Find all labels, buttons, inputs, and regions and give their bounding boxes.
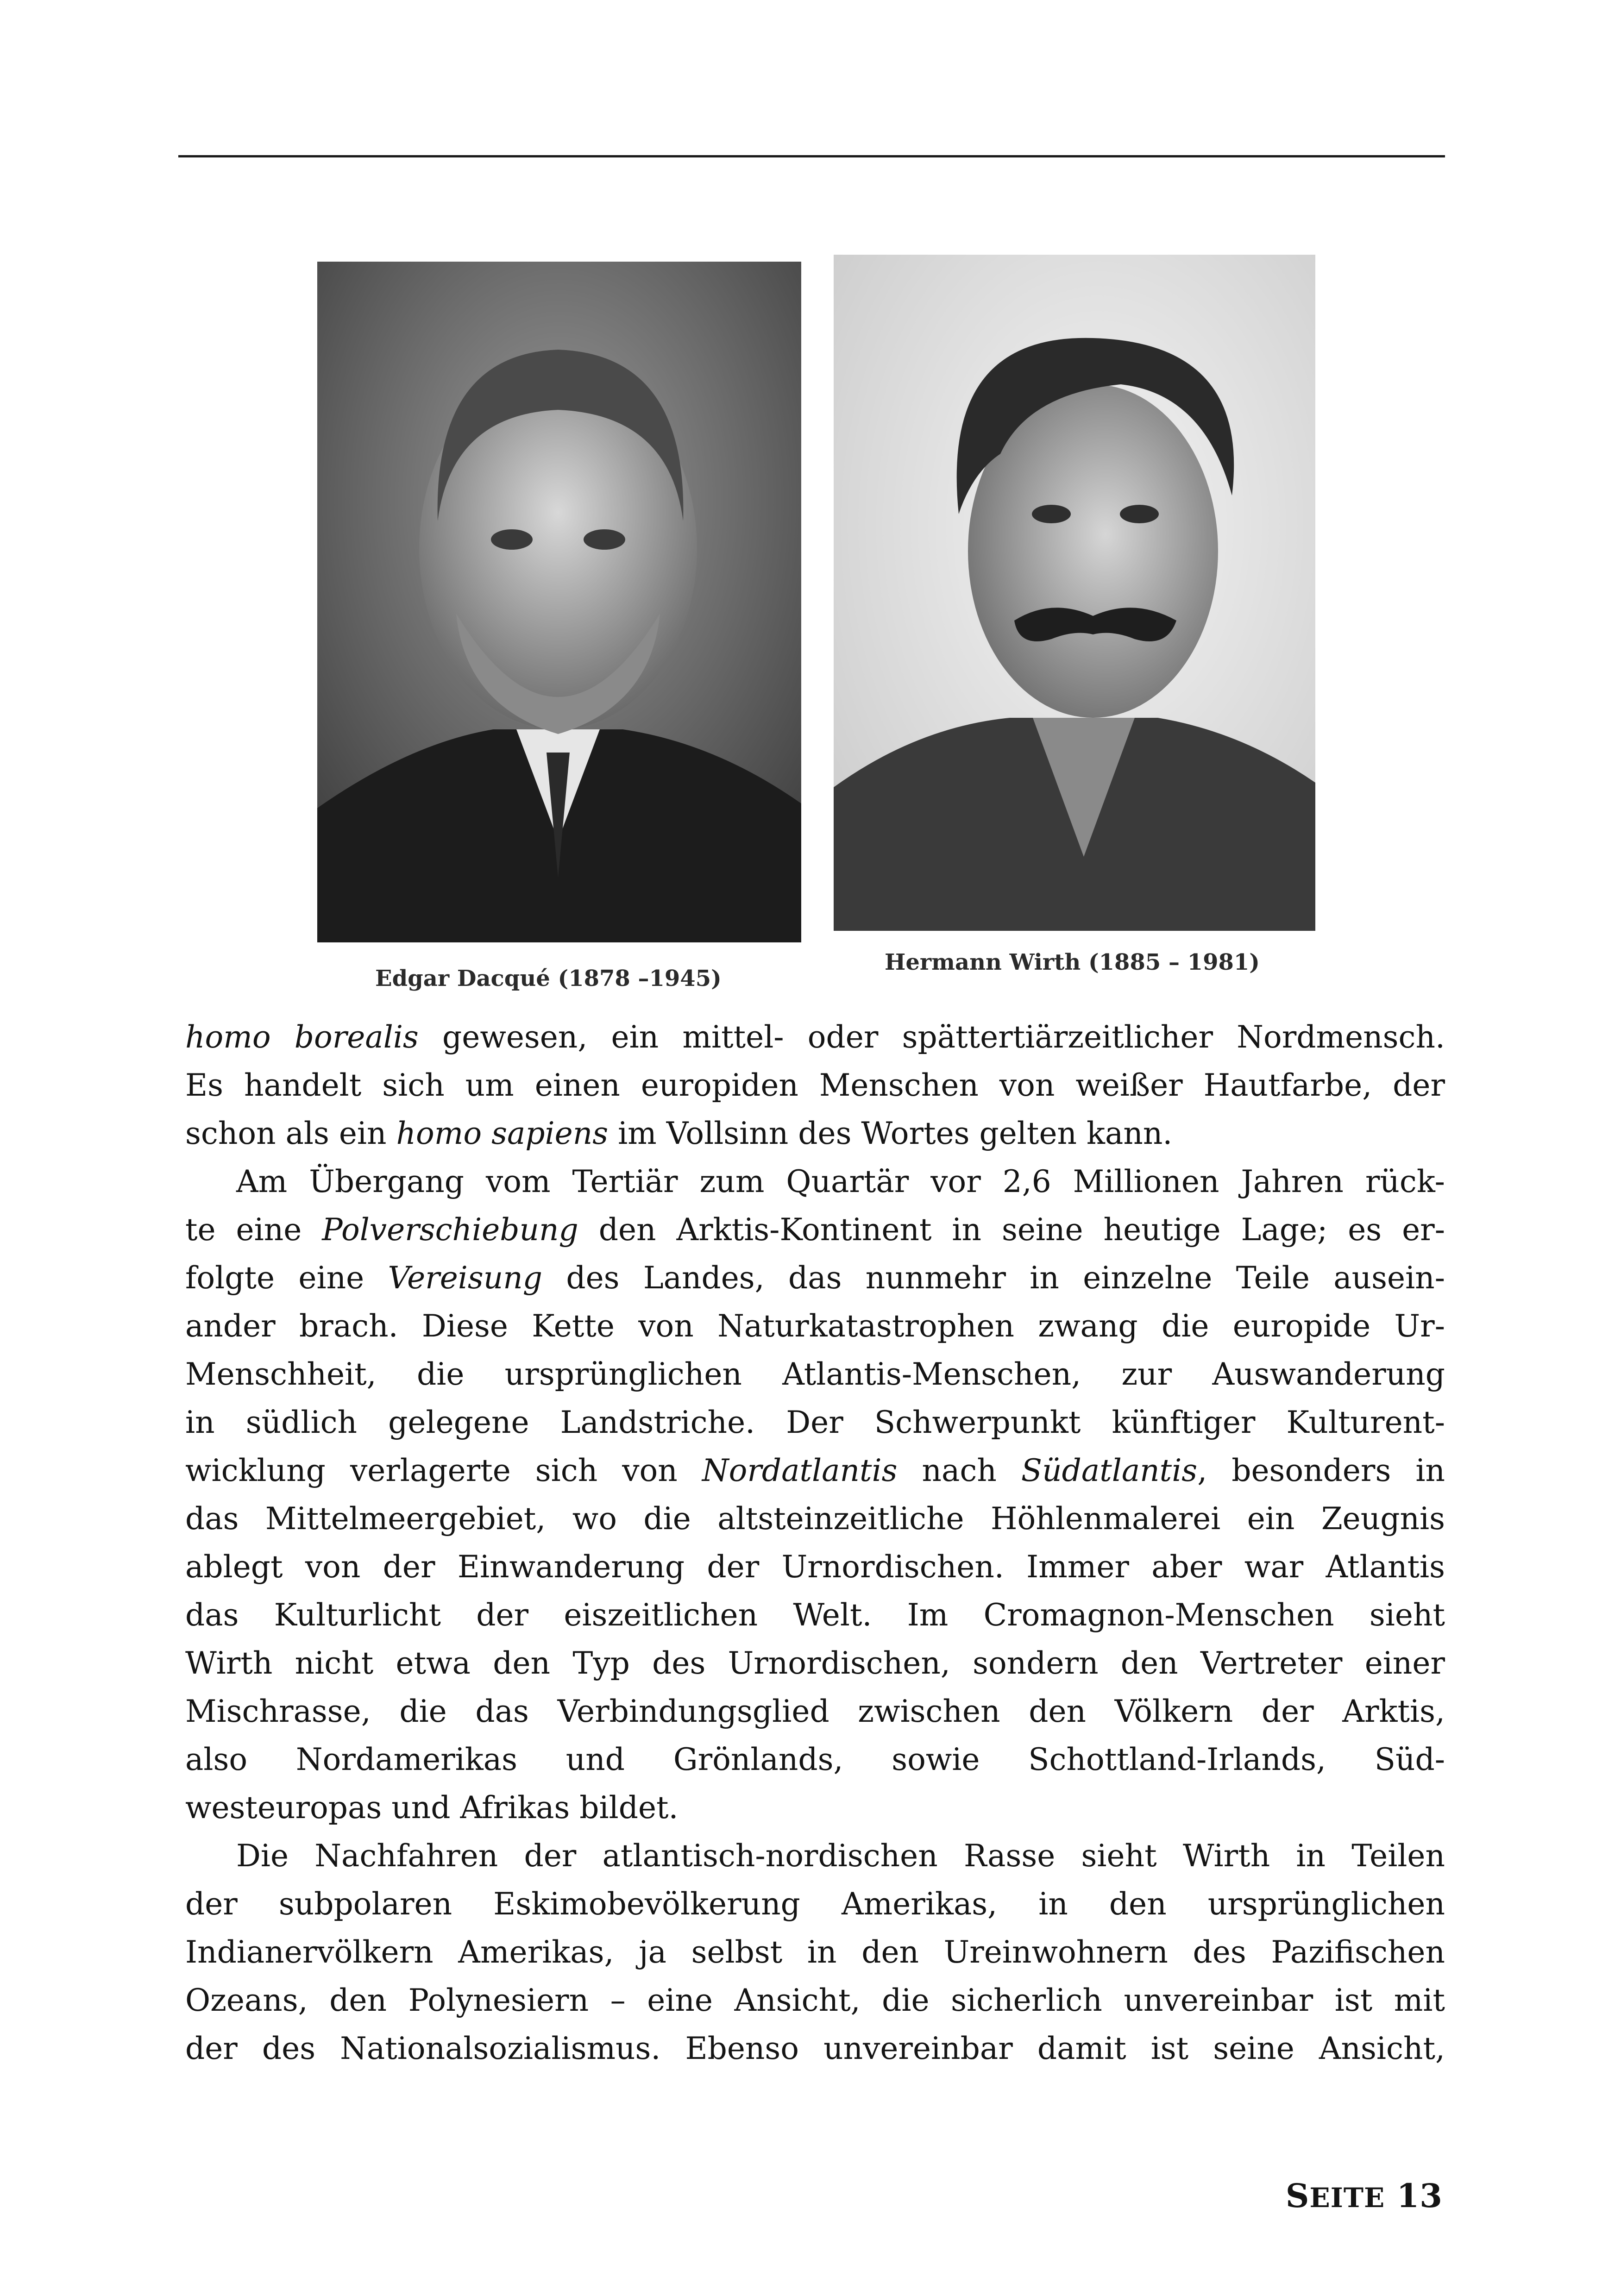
body-text — [185, 1013, 1445, 2073]
header-rule — [178, 155, 1445, 157]
text-line: Menschheit, die ursprünglichen Atlantis-Menschen, zur Auswanderung — [185, 1356, 1445, 1392]
text-line: Die Nachfahren der atlantisch-nordischen Rasse sieht Wirth in Teilen — [236, 1838, 1445, 1874]
text-line: Wirth nicht etwa den Typ des Urnordischen, sondern den Vertreter einer — [185, 1645, 1445, 1681]
text-line: te eine Polverschiebung den Arktis-Kontinent in seine heutige Lage; es er- — [185, 1212, 1445, 1248]
portrait-photo-hermann-wirth — [834, 255, 1315, 931]
text-line: Mischrasse, die das Verbindungsglied zwischen den Völkern der Arktis, — [185, 1694, 1445, 1729]
text-line: ablegt von der Einwanderung der Urnordischen. Immer aber war Atlantis — [185, 1549, 1445, 1585]
text-line: Am Übergang vom Tertiär zum Quartär vor 2,6 Millionen Jahren rück- — [236, 1164, 1445, 1199]
text-line: Indianervölkern Amerikas, ja selbst in den Ureinwohnern des Pazifischen — [185, 1934, 1445, 1970]
photo-caption-right: Hermann Wirth (1885 – 1981) — [885, 949, 1260, 975]
text-line: schon als ein homo sapiens im Vollsinn des Wortes gelten kann. — [185, 1116, 1173, 1151]
page-label-rest: EITE — [1309, 2182, 1385, 2214]
page-number: 13 — [1396, 2177, 1443, 2215]
photo-caption-left: Edgar Dacqué (1878 –1945) — [375, 966, 722, 991]
text-line: also Nordamerikas und Grönlands, sowie Schottland-Irlands, Süd- — [185, 1742, 1445, 1777]
text-line: westeuropas und Afrikas bildet. — [185, 1790, 679, 1826]
text-line: homo borealis gewesen, ein mittel- oder spättertiärzeitlicher Nordmensch. — [185, 1019, 1445, 1055]
text-line: das Mittelmeergebiet, wo die altsteinzeitliche Höhlenmalerei ein Zeugnis — [185, 1501, 1445, 1537]
text-line: ander brach. Diese Kette von Naturkatastrophen zwang die europide Ur- — [185, 1308, 1445, 1344]
text-line: folgte eine Vereisung des Landes, das nunmehr in einzelne Teile ausein- — [185, 1260, 1445, 1296]
text-line: der subpolaren Eskimobevölkerung Amerikas, in den ursprünglichen — [185, 1886, 1445, 1922]
text-line: wicklung verlagerte sich von Nordatlantis nach Südatlantis, besonders in — [185, 1453, 1445, 1488]
text-line: das Kulturlicht der eiszeitlichen Welt. Im Cromagnon-Menschen sieht — [185, 1597, 1445, 1633]
text-line: in südlich gelegene Landstriche. Der Schwerpunkt künftiger Kulturent- — [185, 1405, 1445, 1440]
text-line: Ozeans, den Polynesiern – eine Ansicht, die sicherlich unvereinbar ist mit — [185, 1982, 1445, 2018]
page-label-initial: S — [1285, 2177, 1310, 2215]
portrait-photo-edgar-dacque — [317, 262, 801, 942]
page-number-footer — [1286, 2177, 1443, 2215]
text-line: der des Nationalsozialismus. Ebenso unvereinbar damit ist seine Ansicht, — [185, 2031, 1445, 2066]
text-line: Es handelt sich um einen europiden Menschen von weißer Hautfarbe, der — [185, 1067, 1445, 1103]
